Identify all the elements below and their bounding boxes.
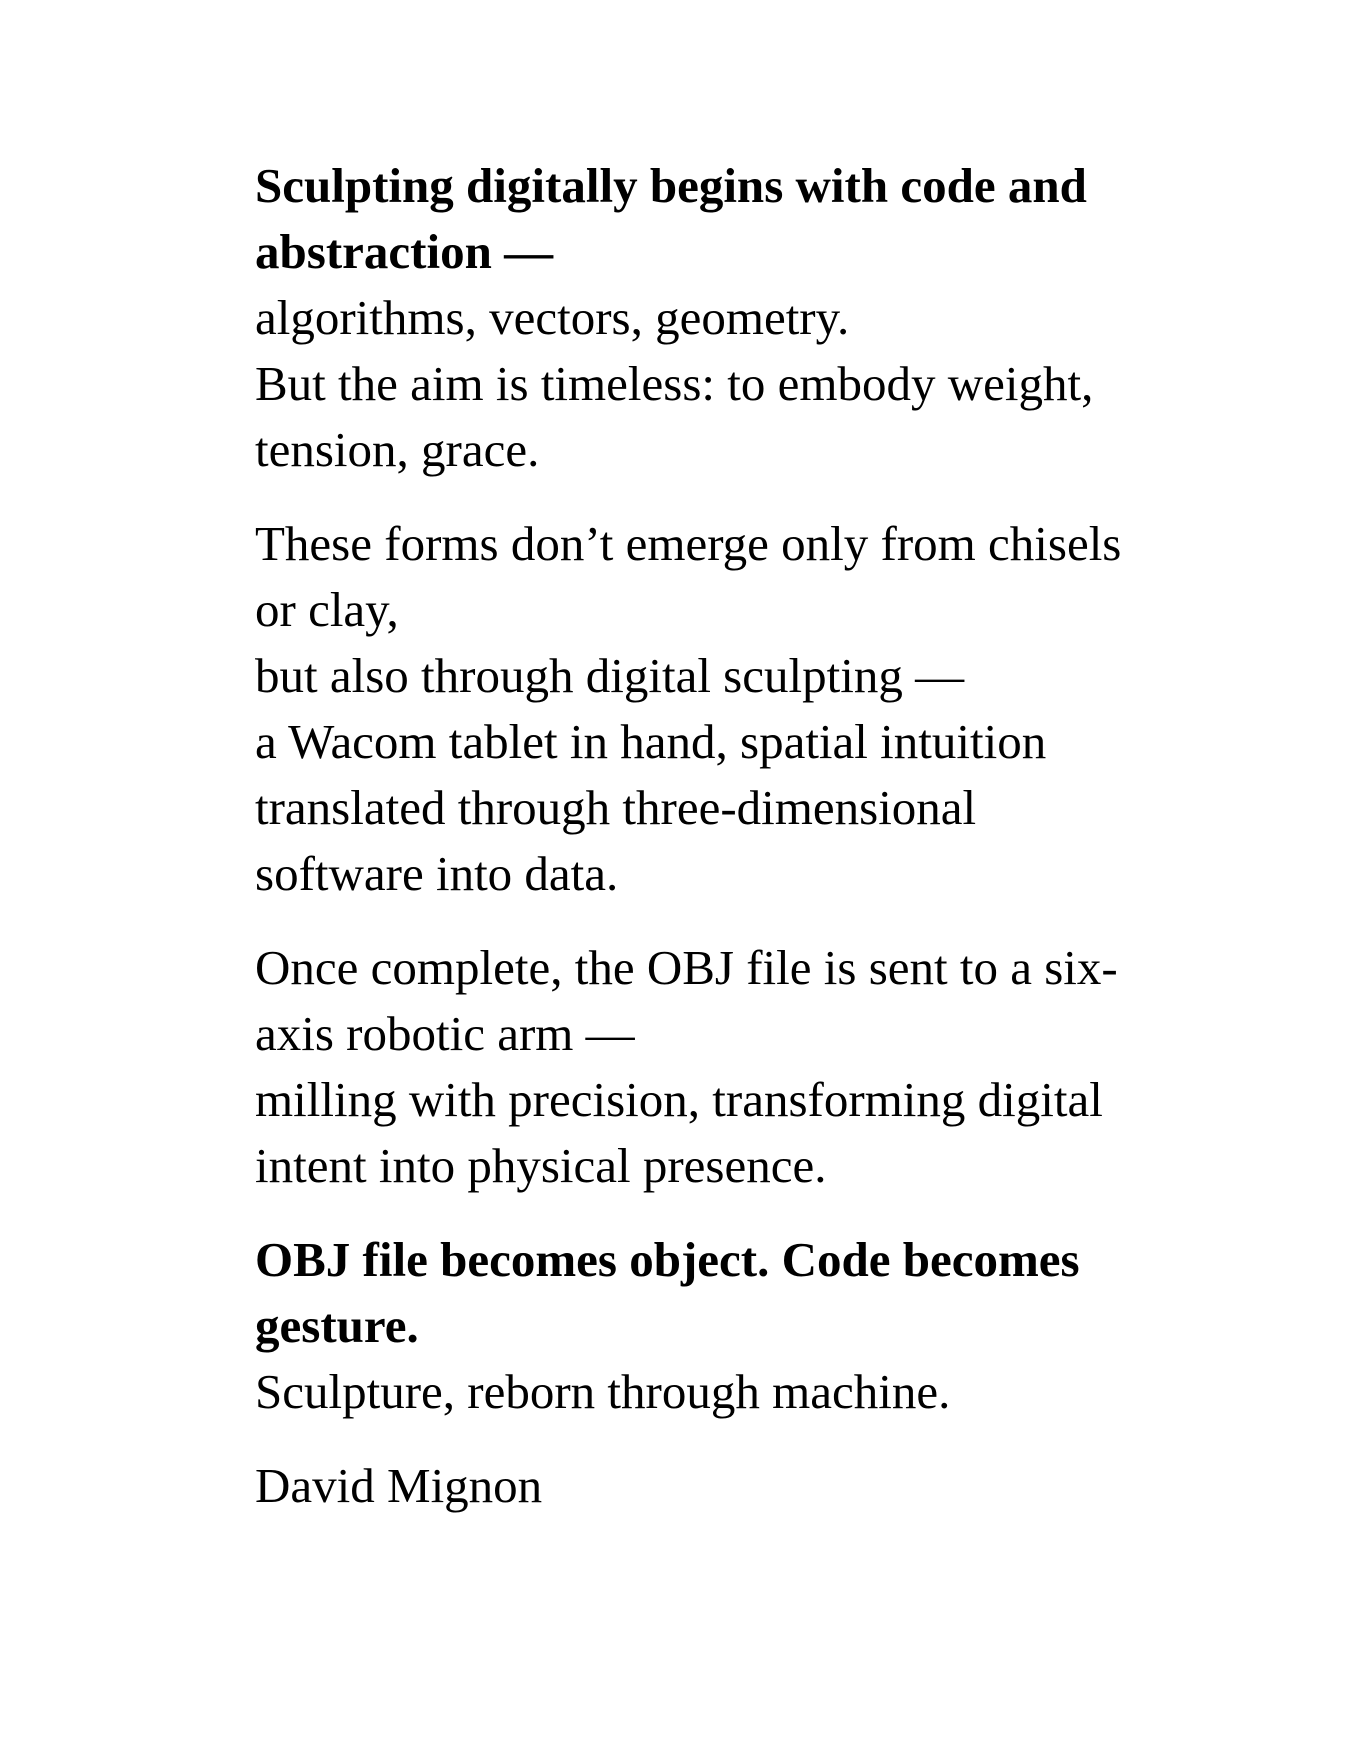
stanza-1-line-2: algorithms, vectors, geometry. bbox=[255, 290, 850, 345]
stanza-2-line-3: a Wacom tablet in hand, spatial intuition translated through three-dimensional software into data. bbox=[255, 714, 1059, 901]
stanza-3 bbox=[255, 935, 1155, 1199]
stanza-4 bbox=[255, 1227, 1155, 1425]
document-page bbox=[255, 153, 1155, 1519]
stanza-2-line-1: These forms don’t emerge only from chisels or clay, bbox=[255, 516, 1134, 637]
author-signature: David Mignon bbox=[255, 1458, 543, 1513]
stanza-2-line-2: but also through digital sculpting — bbox=[255, 648, 965, 703]
stanza-3-line-1: Once complete, the OBJ file is sent to a six-axis robotic arm — bbox=[255, 940, 1118, 1061]
stanza-1-bold-line: Sculpting digitally begins with code and abstraction — bbox=[255, 158, 1100, 279]
stanza-1 bbox=[255, 153, 1155, 483]
stanza-1-line-3: But the aim is timeless: to embody weight, tension, grace. bbox=[255, 356, 1106, 477]
stanza-4-bold-line: OBJ file becomes object. Code becomes gesture. bbox=[255, 1232, 1092, 1353]
stanza-2 bbox=[255, 511, 1155, 907]
stanza-4-line-2: Sculpture, reborn through machine. bbox=[255, 1364, 951, 1419]
stanza-3-line-2: milling with precision, transforming digital intent into physical presence. bbox=[255, 1072, 1116, 1193]
